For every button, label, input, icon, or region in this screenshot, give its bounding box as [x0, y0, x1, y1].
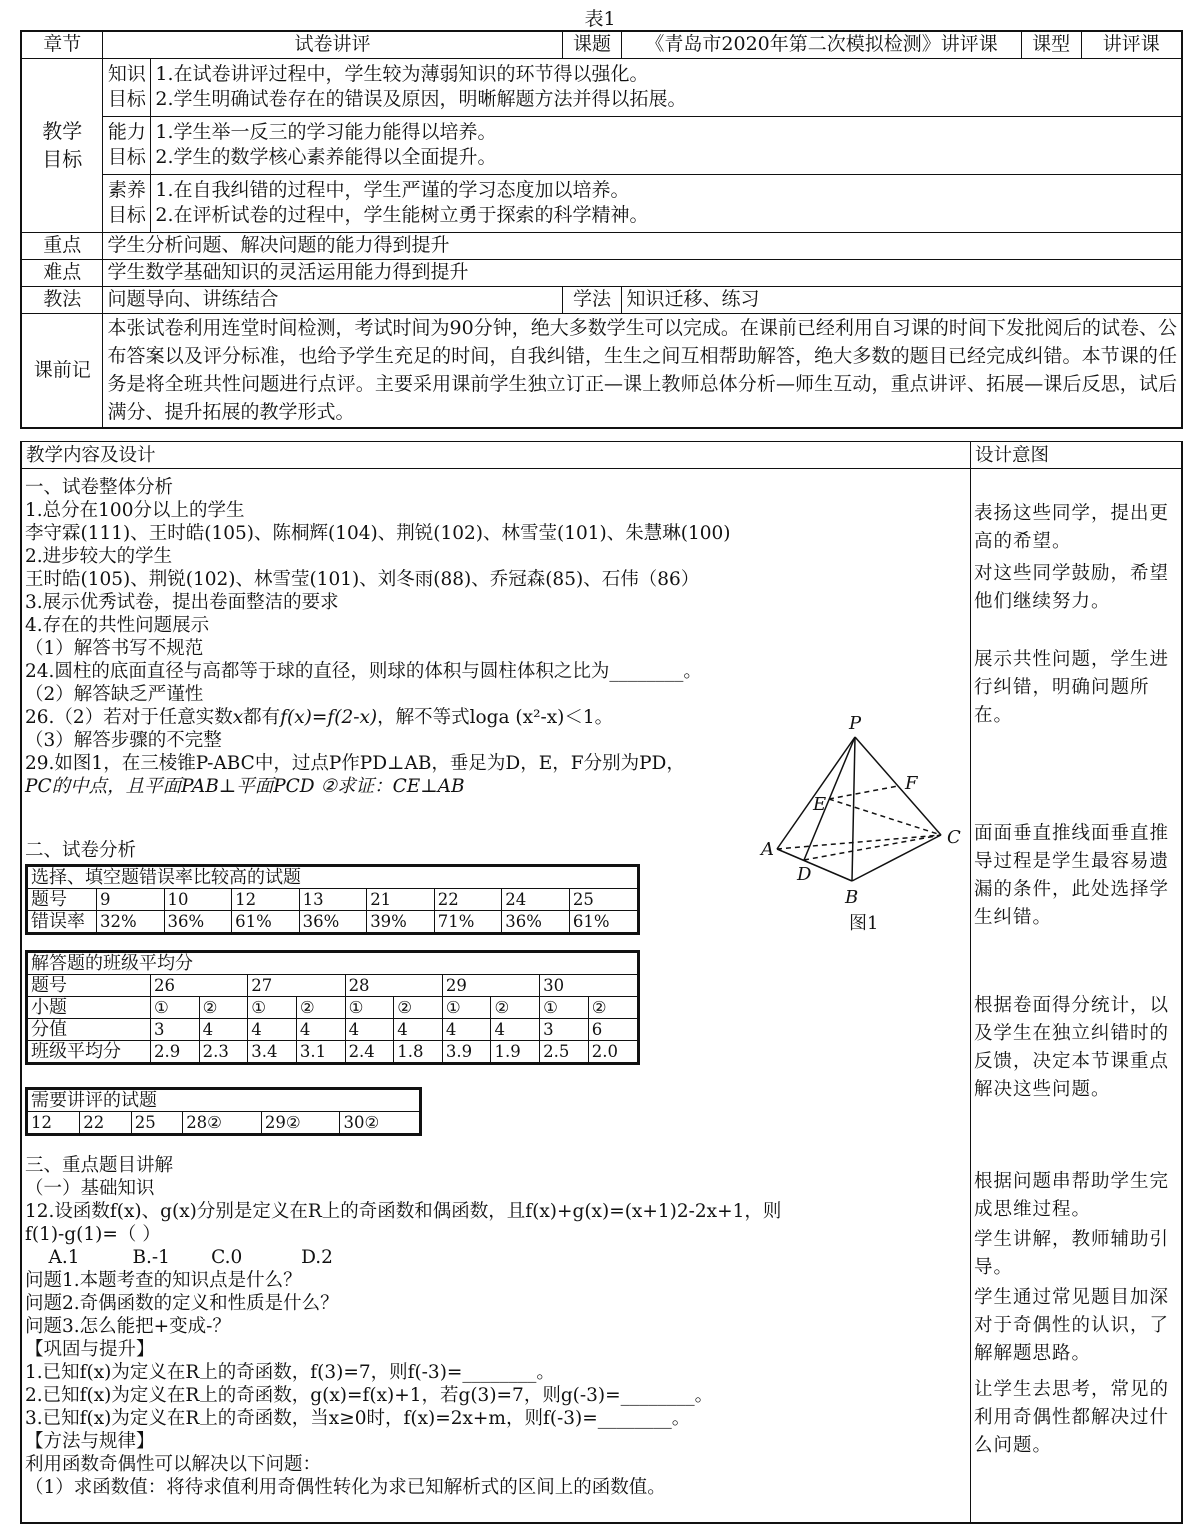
label-d: D	[797, 864, 812, 885]
ability-objective-text: 1.学生举一反三的学习能力能得以培养。 2.学生的数学核心素养能得以全面提升。	[151, 116, 1182, 174]
difficulty-label: 难点	[21, 259, 103, 286]
s3-heading: 3.展示优秀试卷，提出卷面整洁的要求	[25, 592, 339, 613]
design-note-7: 学生讲解，教师辅助引导。	[974, 1229, 1170, 1278]
question-29-line1: 29.如图1，在三棱锥P-ABC中，过点P作PD⊥AB，垂足为D，E，F分别为PD，	[25, 753, 685, 774]
design-note-2: 对这些同学鼓励，希望他们继续努力。	[974, 563, 1170, 612]
section3-title: 三、重点题目讲解	[25, 1155, 174, 1176]
chapter-value: 试卷讲评	[103, 31, 562, 58]
table-row: 分值 3 4 4 4 4 4 4 4 3 6	[27, 1019, 639, 1041]
literacy-objective-text: 1.在自我纠错的过程中，学生严谨的学习态度加以培养。 2.在评析试卷的过程中，学生能树立勇于探索的科学精神。	[151, 174, 1182, 232]
question-12-line2: f(1)-g(1)=（ ）	[25, 1224, 161, 1245]
section2-title: 二、试卷分析	[25, 840, 137, 861]
table-row: 小题 ① ② ① ② ① ② ① ② ① ②	[27, 997, 639, 1019]
lesson-plan-header-table	[20, 30, 1183, 429]
question-12-line1: 12.设函数f(x)、g(x)分别是定义在R上的奇函数和偶函数，且f(x)+g(x)=(x+1)2-2x+1，则	[25, 1201, 782, 1222]
literacy-objective-label: 素养 目标	[103, 174, 151, 232]
exercise-3: 3.已知f(x)为定义在R上的奇函数，当x≥0时，f(x)=2x+m，则f(-3)=________。	[25, 1408, 691, 1429]
pre-class-text: 本张试卷利用连堂时间检测，考试时间为90分钟，绝大多数学生可以完成。在课前已经利用自习课的时间下发批阅后的试卷、公布答案以及评分标准，也给予学生充足的时间，自我纠错，生生之间互相帮助解答，绝大多数的题目已经完成纠错。本节课的任务是将全班共性问题进行点评。主要采用课前学生独立订正—课上教师总体分析—师生互动，重点讲评、拓展—课后反思，试后满分、提升拓展的教学形式。	[103, 313, 1182, 428]
column-divider	[970, 442, 971, 1523]
type-label: 课型	[1021, 31, 1081, 58]
label-f: F	[905, 773, 918, 794]
design-note-9: 让学生去思考，常见的利用奇偶性都解决过什么问题。	[974, 1379, 1170, 1456]
error-rate-table	[25, 864, 640, 935]
average-score-table	[25, 950, 640, 1065]
teaching-method-value: 问题导向、讲练结合	[103, 286, 562, 313]
edge-pb	[852, 737, 855, 881]
ask-3: 问题3.怎么能把+变成-？	[25, 1316, 231, 1337]
edge-ef-hidden	[829, 786, 898, 799]
teaching-method-label: 教法	[21, 286, 103, 313]
pyramid-figure	[757, 707, 967, 937]
question-26: 26.（2）若对于任意实数x都有f(x)=f(2-x)，解不等式loga (x²-x)＜1。	[25, 707, 614, 728]
study-method-label: 学法	[562, 286, 622, 313]
method-line-2: （1）求函数值：将待求值利用奇偶性转化为求已知解析式的区间上的函数值。	[25, 1477, 666, 1498]
knowledge-objective-text: 1.在试卷讲评过程中，学生较为薄弱知识的环节得以强化。 2.学生明确试卷存在的错误及原因，明晰解题方法并得以拓展。	[151, 58, 1182, 116]
label-b: B	[845, 887, 859, 908]
exercise-2: 2.已知f(x)为定义在R上的奇函数，g(x)=f(x)+1，若g(3)=7，则g(-3)=________。	[25, 1385, 714, 1406]
topic-value: 《青岛市2020年第二次模拟检测》讲评课	[622, 31, 1021, 58]
s2-heading: 2.进步较大的学生	[25, 546, 173, 567]
design-note-5: 根据卷面得分统计，以及学生在独立纠错时的反馈，决定本节课重点解决这些问题。	[974, 995, 1170, 1100]
problem-2: （2）解答缺乏严谨性	[25, 684, 204, 705]
edge-ec-hidden	[829, 799, 941, 835]
table-row: 题号 26 27 28 29 30	[27, 975, 639, 997]
problem-1: （1）解答书写不规范	[25, 638, 204, 659]
key-point-value: 学生分析问题、解决问题的能力得到提升	[103, 232, 1182, 259]
content-header-left: 教学内容及设计	[26, 445, 156, 466]
edge-dc-hidden	[804, 835, 941, 860]
basic-knowledge-heading: （一）基础知识	[25, 1178, 155, 1199]
edge-pc	[855, 737, 941, 835]
topic-label: 课题	[562, 31, 622, 58]
study-method-value: 知识迁移、练习	[622, 286, 1182, 313]
consolidate-heading: 【巩固与提升】	[25, 1339, 155, 1360]
figure-caption: 图1	[849, 913, 879, 934]
label-c: C	[947, 827, 961, 848]
key-point-label: 重点	[21, 232, 103, 259]
chapter-label: 章节	[21, 31, 103, 58]
question-29-line2: PC的中点，且平面PAB⊥平面PCD ②求证：CE⊥AB	[25, 776, 465, 797]
edge-bc	[852, 835, 941, 881]
table-row: 班级平均分 2.9 2.3 3.4 3.1 2.4 1.8 3.9 1.9 2.5 2.0	[27, 1041, 639, 1064]
label-a: A	[761, 839, 774, 860]
content-header-right: 设计意图	[975, 445, 1050, 466]
section1-title: 一、试卷整体分析	[25, 477, 174, 498]
exercise-1: 1.已知f(x)为定义在R上的奇函数，f(3)=7，则f(-3)=________。	[25, 1362, 555, 1383]
average-score-title: 解答题的班级平均分	[27, 952, 639, 975]
content-header	[22, 442, 1181, 469]
design-note-4: 面面垂直推线面垂直推导过程是学生最容易遗漏的条件，此处选择学生纠错。	[974, 823, 1170, 928]
table-row: 题号 9 10 12 13 21 22 24 25	[27, 889, 639, 911]
s1-names: 李守霖(111)、王时皓(105)、陈桐辉(104)、荆锐(102)、林雪莹(101)、朱慧琳(100)	[25, 523, 731, 544]
knowledge-objective-label: 知识 目标	[103, 58, 151, 116]
teaching-content-section	[20, 441, 1183, 1524]
pre-class-label: 课前记	[21, 313, 103, 428]
question-12-options: A.1 B.-1 C.0 D.2	[25, 1247, 333, 1268]
method-line-1: 利用函数奇偶性可以解决以下问题：	[25, 1454, 322, 1475]
review-items-table	[25, 1087, 422, 1136]
design-note-8: 学生通过常见题目加深对于奇偶性的认识，了解解题思路。	[974, 1287, 1170, 1364]
question-24: 24.圆柱的底面直径与高都等于球的直径，则球的体积与圆柱体积之比为________。	[25, 661, 702, 682]
s2-names: 王时皓(105)、荆锐(102)、林雪莹(101)、刘冬雨(88)、乔冠森(85)、石伟（86）	[25, 569, 700, 590]
s1-heading: 1.总分在100分以上的学生	[25, 500, 245, 521]
design-note-3: 展示共性问题，学生进行纠错，明确问题所在。	[974, 649, 1170, 726]
label-p: P	[849, 713, 862, 734]
method-heading: 【方法与规律】	[25, 1431, 155, 1452]
ask-1: 问题1.本题考查的知识点是什么？	[25, 1270, 302, 1291]
type-value: 讲评课	[1081, 31, 1182, 58]
error-rate-title: 选择、填空题错误率比较高的试题	[27, 866, 639, 889]
ask-2: 问题2.奇偶函数的定义和性质是什么？	[25, 1293, 339, 1314]
table-row: 12 22 25 28② 29② 30②	[27, 1112, 421, 1135]
review-items-title: 需要讲评的试题	[27, 1089, 421, 1112]
design-note-6: 根据问题串帮助学生完成思维过程。	[974, 1171, 1170, 1220]
ability-objective-label: 能力 目标	[103, 116, 151, 174]
label-e: E	[813, 794, 827, 815]
table-caption: 表1	[584, 8, 616, 30]
objectives-label: 教学目标	[21, 58, 103, 232]
table-row: 错误率 32% 36% 61% 36% 39% 71% 36% 61%	[27, 911, 639, 934]
s4-heading: 4.存在的共性问题展示	[25, 615, 210, 636]
problem-3: （3）解答步骤的不完整	[25, 730, 222, 751]
difficulty-value: 学生数学基础知识的灵活运用能力得到提升	[103, 259, 1182, 286]
design-note-1: 表扬这些同学，提出更高的希望。	[974, 503, 1170, 552]
